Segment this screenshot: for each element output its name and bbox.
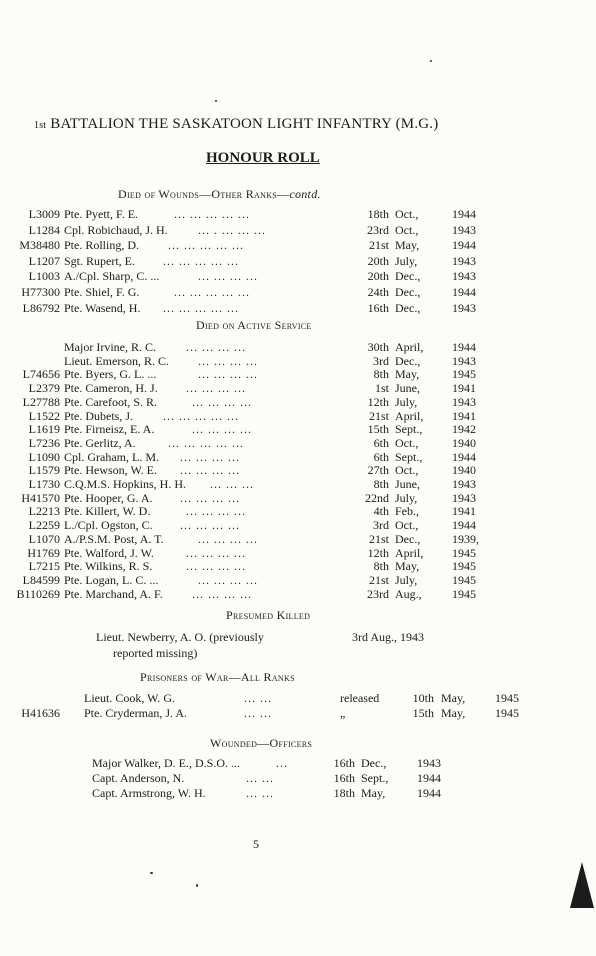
honour-roll-row [0, 354, 596, 368]
soldier-name: Pte. Shiel, F. G. [64, 285, 140, 299]
service-number: L1522 [28, 408, 60, 423]
honour-roll-row [0, 223, 596, 237]
service-number: H41636 [21, 706, 60, 720]
date-day: 16th [333, 756, 355, 770]
honour-roll-row [0, 532, 596, 546]
service-number: L1730 [28, 477, 60, 491]
service-number: L1207 [28, 253, 60, 268]
soldier-name: C.Q.M.S. Hopkins, H. H. [64, 477, 187, 491]
soldier-name: A./P.S.M. Post, A. T. [64, 531, 164, 546]
honour-roll-row [0, 238, 596, 252]
soldier-name: Capt. Anderson, N. [92, 771, 185, 785]
leader-dots: ... ... ... ... [186, 381, 246, 396]
soldier-name: Capt. Armstrong, W. H. [92, 786, 206, 800]
page-subtitle: HONOUR ROLL [206, 150, 320, 166]
leader-dots: ... . ... ... ... [198, 222, 266, 237]
leader-dots: ... ... [244, 691, 272, 705]
leader-dots: ... ... ... ... [180, 518, 240, 533]
date-year: 1945 [452, 559, 476, 574]
leader-dots: ... ... [246, 771, 274, 785]
date-year: 1941 [452, 408, 476, 423]
date-month: Oct., [395, 435, 419, 450]
section-heading-active-service: Died on Active Service [196, 318, 312, 332]
honour-roll-row [0, 301, 596, 315]
soldier-name: Sgt. Rupert, E. [64, 253, 135, 268]
date-month: Dec., [395, 353, 421, 368]
date-day: 21st [368, 238, 389, 253]
date-month: July, [395, 572, 418, 587]
soldier-name: A./Cpl. Sharp, C. ... [64, 269, 160, 284]
date-year: 1942 [452, 422, 476, 437]
date-day: 3rd [373, 518, 389, 533]
soldier-name: Pte. Wasend, H. [64, 300, 141, 315]
service-number: H1769 [27, 545, 60, 560]
honour-roll-row [0, 491, 596, 505]
service-number: L86792 [22, 300, 60, 315]
officer-row [0, 771, 596, 785]
date-day: 8th [373, 367, 389, 382]
leader-dots: ... ... ... ... ... [168, 435, 244, 450]
leader-dots: ... ... ... ... [198, 269, 258, 284]
soldier-name: Major Irvine, R. C. [64, 340, 156, 354]
ink-speck [196, 884, 198, 887]
heading-text: Died of Wounds—Other Ranks— [118, 187, 290, 201]
date-year: 1944 [452, 238, 476, 253]
soldier-name: Pte. Walford, J. W. [64, 545, 154, 560]
soldier-name: Lieut. Cook, W. G. [84, 691, 176, 705]
presumed-entry-date: 3rd Aug., 1943 [352, 630, 424, 644]
date-year: 1944 [417, 771, 441, 785]
date-day: 4th [373, 504, 389, 519]
service-number: L84599 [22, 572, 60, 587]
soldier-name: Pte. Dubets, J. [64, 408, 133, 423]
honour-roll-row [0, 269, 596, 283]
date-day: 16th [367, 300, 389, 315]
soldier-name: Pte. Marchand, A. F. [64, 586, 163, 601]
date-day: 21st [368, 408, 389, 423]
service-number: L3009 [28, 207, 60, 221]
service-number: L1284 [28, 222, 60, 237]
leader-dots: ... ... ... ... [180, 490, 240, 505]
title-ordinal: 1st [34, 120, 47, 131]
heading-contd: contd. [289, 187, 321, 201]
date-day: 18th [333, 786, 355, 800]
soldier-name: Pte. Killert, W. D. [64, 504, 151, 519]
date-year: 1943 [452, 490, 476, 505]
date-year: 1943 [452, 300, 476, 315]
leader-dots: ... ... [246, 786, 274, 800]
leader-dots: ... ... ... ... [186, 559, 246, 574]
honour-roll-row [0, 285, 596, 299]
service-number: L1090 [28, 449, 60, 464]
date-month: Feb., [395, 504, 419, 519]
honour-roll-row [0, 395, 596, 409]
date-month: Sept., [395, 449, 423, 464]
date-month: May, [441, 706, 466, 720]
date-year: 1940 [452, 463, 476, 478]
leader-dots: ... ... ... ... ... [174, 285, 250, 299]
date-day: 16th [333, 771, 355, 785]
leader-dots: ... ... ... ... [198, 572, 258, 587]
date-month: Sept., [395, 422, 423, 437]
honour-roll-row [0, 422, 596, 436]
leader-dots: ... ... ... ... [198, 531, 258, 546]
date-day: 1st [374, 381, 389, 396]
honour-roll-row [0, 381, 596, 395]
date-month: April, [395, 340, 424, 354]
date-month: Dec., [395, 269, 421, 284]
honour-roll-row [0, 518, 596, 532]
service-number: L27788 [22, 394, 60, 409]
date-day: 20th [367, 253, 389, 268]
date-year: 1943 [452, 253, 476, 268]
presumed-entry-line2: reported missing) [113, 646, 198, 660]
leader-dots: ... ... ... ... [192, 394, 252, 409]
status-text: „ [340, 706, 346, 720]
leader-dots: ... ... ... ... [180, 463, 240, 478]
date-day: 23rd [367, 586, 389, 601]
date-month: April, [395, 545, 424, 560]
date-year: 1945 [452, 572, 476, 587]
leader-dots: ... ... ... ... [192, 586, 252, 601]
honour-roll-row [0, 546, 596, 560]
date-month: May, [361, 786, 386, 800]
honour-roll-row [0, 340, 596, 354]
officer-row [0, 786, 596, 800]
date-day: 8th [373, 477, 389, 491]
date-day: 22nd [365, 490, 389, 505]
leader-dots: ... ... ... ... [180, 449, 240, 464]
date-year: 1941 [452, 504, 476, 519]
page-title [34, 116, 574, 133]
service-number: H41570 [21, 490, 60, 505]
date-day: 6th [373, 449, 389, 464]
service-number: B110269 [16, 586, 60, 601]
date-day: 21st [368, 572, 389, 587]
soldier-name: Cpl. Graham, L. M. [64, 449, 159, 464]
title-text: BATTALION THE SASKATOON LIGHT INFANTRY (M.G.) [50, 116, 439, 132]
soldier-name: Pte. Cryderman, J. A. [84, 706, 187, 720]
leader-dots: ... [276, 756, 288, 770]
date-day: 18th [367, 207, 389, 221]
soldier-name: Cpl. Robichaud, J. H. [64, 222, 168, 237]
date-month: Oct., [395, 222, 419, 237]
date-day: 27th [367, 463, 389, 478]
honour-roll-row [0, 409, 596, 423]
date-month: June, [395, 381, 420, 396]
soldier-name: Pte. Hooper, G. A. [64, 490, 153, 505]
leader-dots: ... ... ... ... [186, 340, 246, 354]
leader-dots: ... ... ... ... ... [168, 238, 244, 253]
date-day: 8th [373, 559, 389, 574]
service-number: L2259 [28, 518, 60, 533]
date-year: 1943 [452, 353, 476, 368]
honour-roll-row [0, 450, 596, 464]
service-number: L2379 [28, 381, 60, 396]
honour-roll-row [0, 254, 596, 268]
prisoner-row [0, 691, 596, 705]
soldier-name: Pte. Gerlitz, A. [64, 435, 136, 450]
leader-dots: ... ... ... [210, 477, 254, 491]
service-number: L1579 [28, 463, 60, 478]
service-number: M38480 [19, 238, 60, 253]
date-year: 1945 [452, 367, 476, 382]
leader-dots: ... ... ... ... ... [174, 207, 250, 221]
date-day: 23rd [367, 222, 389, 237]
soldier-name: Pte. Pyett, F. E. [64, 207, 139, 221]
date-month: Oct., [395, 518, 419, 533]
soldier-name: Pte. Rolling, D. [64, 238, 140, 253]
date-month: July, [395, 490, 418, 505]
service-number: L7215 [28, 559, 60, 574]
soldier-name: Pte. Byers, G. L. ... [64, 367, 157, 382]
date-year: 1945 [495, 691, 519, 705]
date-day: 20th [367, 269, 389, 284]
date-year: 1945 [495, 706, 519, 720]
date-month: May, [395, 559, 420, 574]
soldier-name: L./Cpl. Ogston, C. [64, 518, 153, 533]
date-month: May, [395, 238, 420, 253]
date-year: 1944 [417, 786, 441, 800]
leader-dots: ... ... ... ... [192, 422, 252, 437]
date-month: July, [395, 253, 418, 268]
date-year: 1944 [452, 285, 476, 299]
date-month: June, [395, 477, 420, 491]
section-heading-presumed-killed: Presumed Killed [226, 608, 311, 622]
soldier-name: Pte. Cameron, H. J. [64, 381, 158, 396]
ink-speck [150, 872, 153, 874]
date-year: 1943 [452, 394, 476, 409]
presumed-entry-line1: Lieut. Newberry, A. O. (previously [96, 630, 264, 644]
date-day: 12th [367, 394, 389, 409]
date-day: 21st [368, 531, 389, 546]
service-number: H77300 [21, 285, 60, 299]
ink-speck [215, 100, 217, 102]
date-year: 1943 [417, 756, 441, 770]
date-month: Dec., [395, 285, 421, 299]
honour-roll-row [0, 463, 596, 477]
date-month: Sept., [361, 771, 389, 785]
section-heading-died-of-wounds [118, 187, 321, 202]
date-day: 10th [412, 691, 434, 705]
date-day: 24th [367, 285, 389, 299]
service-number: L1619 [28, 422, 60, 437]
date-day: 12th [367, 545, 389, 560]
soldier-name: Pte. Firneisz, E. A. [64, 422, 155, 437]
leader-dots: ... ... ... ... [198, 367, 258, 382]
date-day: 30th [367, 340, 389, 354]
honour-roll-row [0, 207, 596, 221]
soldier-name: Pte. Hewson, W. E. [64, 463, 157, 478]
page-number: 5 [253, 837, 259, 851]
corner-ink-mark [570, 862, 594, 908]
leader-dots: ... ... ... ... [186, 545, 246, 560]
honour-roll-row [0, 477, 596, 491]
soldier-name: Pte. Logan, L. C. ... [64, 572, 159, 587]
date-year: 1943 [452, 222, 476, 237]
date-month: Dec., [395, 531, 421, 546]
date-year: 1944 [452, 518, 476, 533]
leader-dots: ... ... ... ... ... [163, 408, 239, 423]
section-heading-wounded-officers: Wounded—Officers [210, 736, 313, 750]
soldier-name: Major Walker, D. E., D.S.O. ... [92, 756, 240, 770]
service-number: L1070 [28, 531, 60, 546]
date-day: 3rd [373, 353, 389, 368]
date-year: 1945 [452, 586, 476, 601]
date-year: 1939, [452, 531, 479, 546]
honour-roll-row [0, 504, 596, 518]
date-month: Dec., [361, 756, 387, 770]
date-month: July, [395, 394, 418, 409]
leader-dots: ... ... ... ... [186, 504, 246, 519]
soldier-name: Lieut. Emerson, R. C. [64, 353, 169, 368]
honour-roll-row [0, 436, 596, 450]
date-day: 15th [412, 706, 434, 720]
date-year: 1944 [452, 449, 476, 464]
officer-row [0, 756, 596, 770]
honour-roll-row [0, 587, 596, 601]
service-number: L1003 [28, 269, 60, 284]
prisoner-row [0, 706, 596, 720]
date-day: 15th [367, 422, 389, 437]
honour-roll-row [0, 367, 596, 381]
leader-dots: ... ... ... ... ... [163, 300, 239, 315]
date-year: 1945 [452, 545, 476, 560]
date-day: 6th [373, 435, 389, 450]
date-month: Aug., [395, 586, 422, 601]
leader-dots: ... ... ... ... ... [163, 253, 239, 268]
leader-dots: ... ... [244, 706, 272, 720]
soldier-name: Pte. Wilkins, R. S. [64, 559, 153, 574]
date-year: 1944 [452, 340, 476, 354]
date-month: Dec., [395, 300, 421, 315]
honour-roll-row [0, 573, 596, 587]
ink-speck [430, 60, 432, 62]
date-year: 1944 [452, 207, 476, 221]
soldier-name: Pte. Carefoot, S. R. [64, 394, 157, 409]
date-month: April, [395, 408, 424, 423]
status-text: released [340, 691, 380, 705]
date-month: May, [441, 691, 466, 705]
date-year: 1943 [452, 269, 476, 284]
service-number: L74656 [22, 367, 60, 382]
date-month: Oct., [395, 207, 419, 221]
service-number: L2213 [28, 504, 60, 519]
section-heading-prisoners: Prisoners of War—All Ranks [140, 670, 295, 684]
date-year: 1941 [452, 381, 476, 396]
service-number: L7236 [28, 435, 60, 450]
date-year: 1940 [452, 435, 476, 450]
honour-roll-row [0, 559, 596, 573]
date-month: Oct., [395, 463, 419, 478]
leader-dots: ... ... ... ... [198, 353, 258, 368]
date-month: May, [395, 367, 420, 382]
date-year: 1943 [452, 477, 476, 491]
